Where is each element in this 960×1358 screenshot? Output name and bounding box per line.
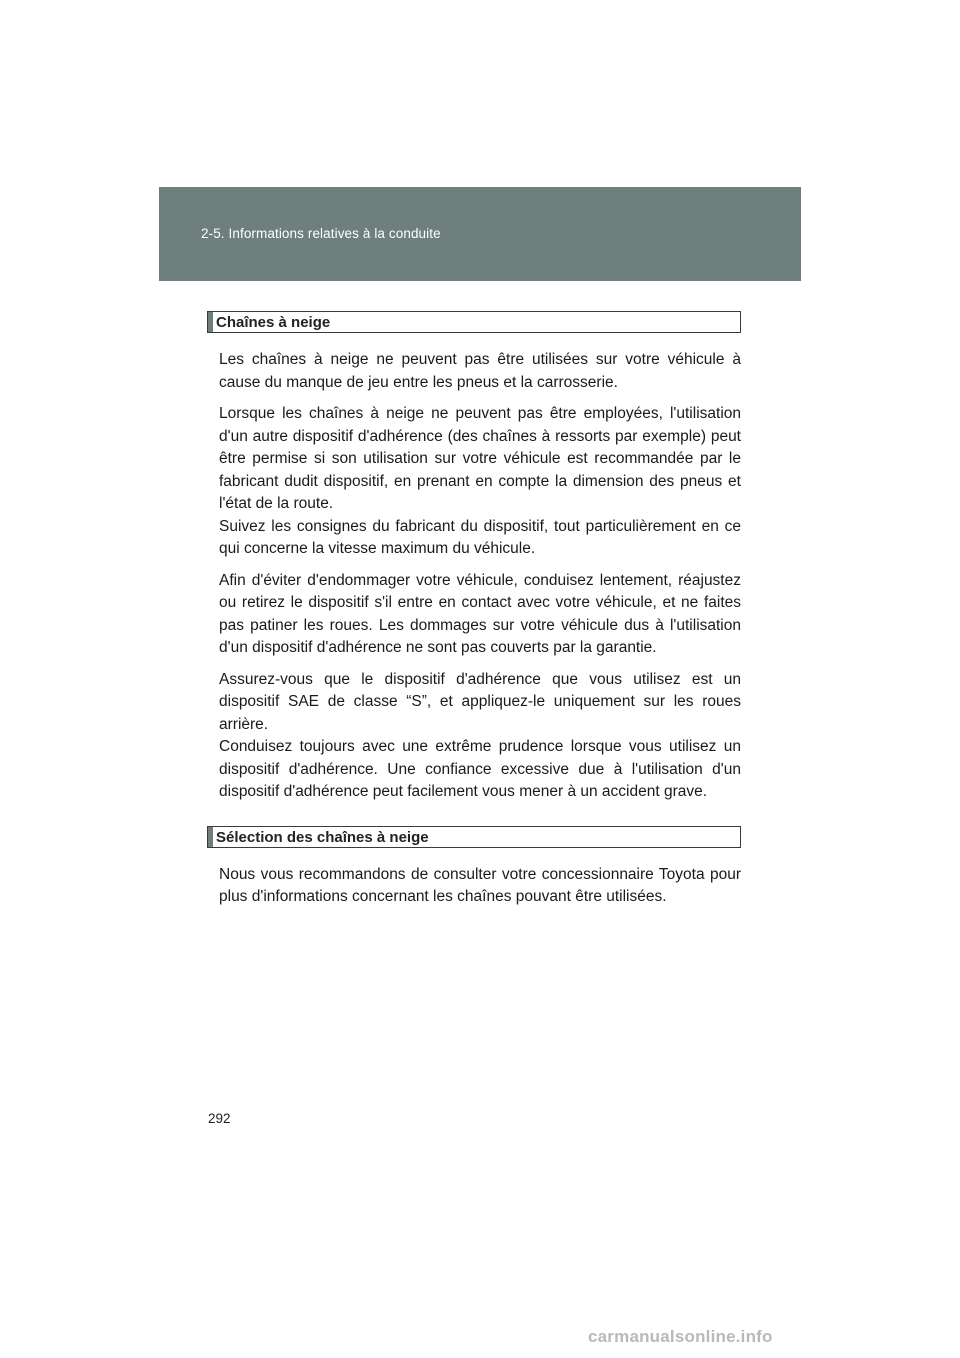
section-heading-chain-selection	[207, 826, 741, 848]
heading-accent-bar	[208, 827, 213, 847]
paragraph	[219, 403, 741, 561]
paragraph-line: Lorsque les chaînes à neige ne peuvent pas être employées, l'utilisation d'un autre dispositif d'adhérence (des chaînes à ressorts par exemple) peut être permise si son utilisation sur votre véhicule est recommandée par le fabricant dudit dispositif, en prenant en compte la dimension des pneus et l'état de la route.	[219, 405, 741, 512]
section-heading-snow-chains	[207, 311, 741, 333]
paragraph	[219, 864, 741, 909]
paragraph-line: Assurez-vous que le dispositif d'adhérence que vous utilisez est un dispositif SAE de classe “S”, et appliquez-le uniquement sur les roues arrière.	[219, 670, 741, 733]
section-title: Chaînes à neige	[216, 314, 331, 331]
paragraph-line: Les chaînes à neige ne peuvent pas être utilisées sur votre véhicule à cause du manque de jeu entre les pneus et la carrosserie.	[219, 351, 741, 391]
section-breadcrumb: 2-5. Informations relatives à la conduite	[201, 226, 441, 241]
paragraph-line: Afin d'éviter d'endommager votre véhicule, conduisez lentement, réajustez ou retirez le dispositif s'il entre en contact avec votre véhicule, et ne faites pas patiner les roues. Les dommages sur votre véhicule dus à l'utilisation d'un dispositif d'adhérence ne sont pas couverts par la garantie.	[219, 571, 741, 656]
paragraph-line: Nous vous recommandons de consulter votre concessionnaire Toyota pour plus d'informations concernant les chaînes pouvant être utilisées.	[219, 865, 741, 905]
heading-accent-bar	[208, 312, 213, 332]
section-title: Sélection des chaînes à neige	[216, 828, 429, 846]
paragraph	[219, 349, 741, 394]
watermark: carmanualsonline.info	[588, 1327, 773, 1346]
content	[207, 311, 741, 918]
header-band	[159, 187, 801, 281]
paragraph-line: Conduisez toujours avec une extrême prudence lorsque vous utilisez un dispositif d'adhérence. Une confiance excessive due à l'utilisation d'un dispositif d'adhérence peut facilement vous mener à un accident grave.	[219, 738, 741, 800]
paragraph	[219, 570, 741, 660]
paragraph-line: Suivez les consignes du fabricant du dispositif, tout particulièrement en ce qui concerne la vitesse maximum du véhicule.	[219, 517, 741, 557]
page-number: 292	[208, 1111, 231, 1126]
paragraph	[219, 669, 741, 804]
